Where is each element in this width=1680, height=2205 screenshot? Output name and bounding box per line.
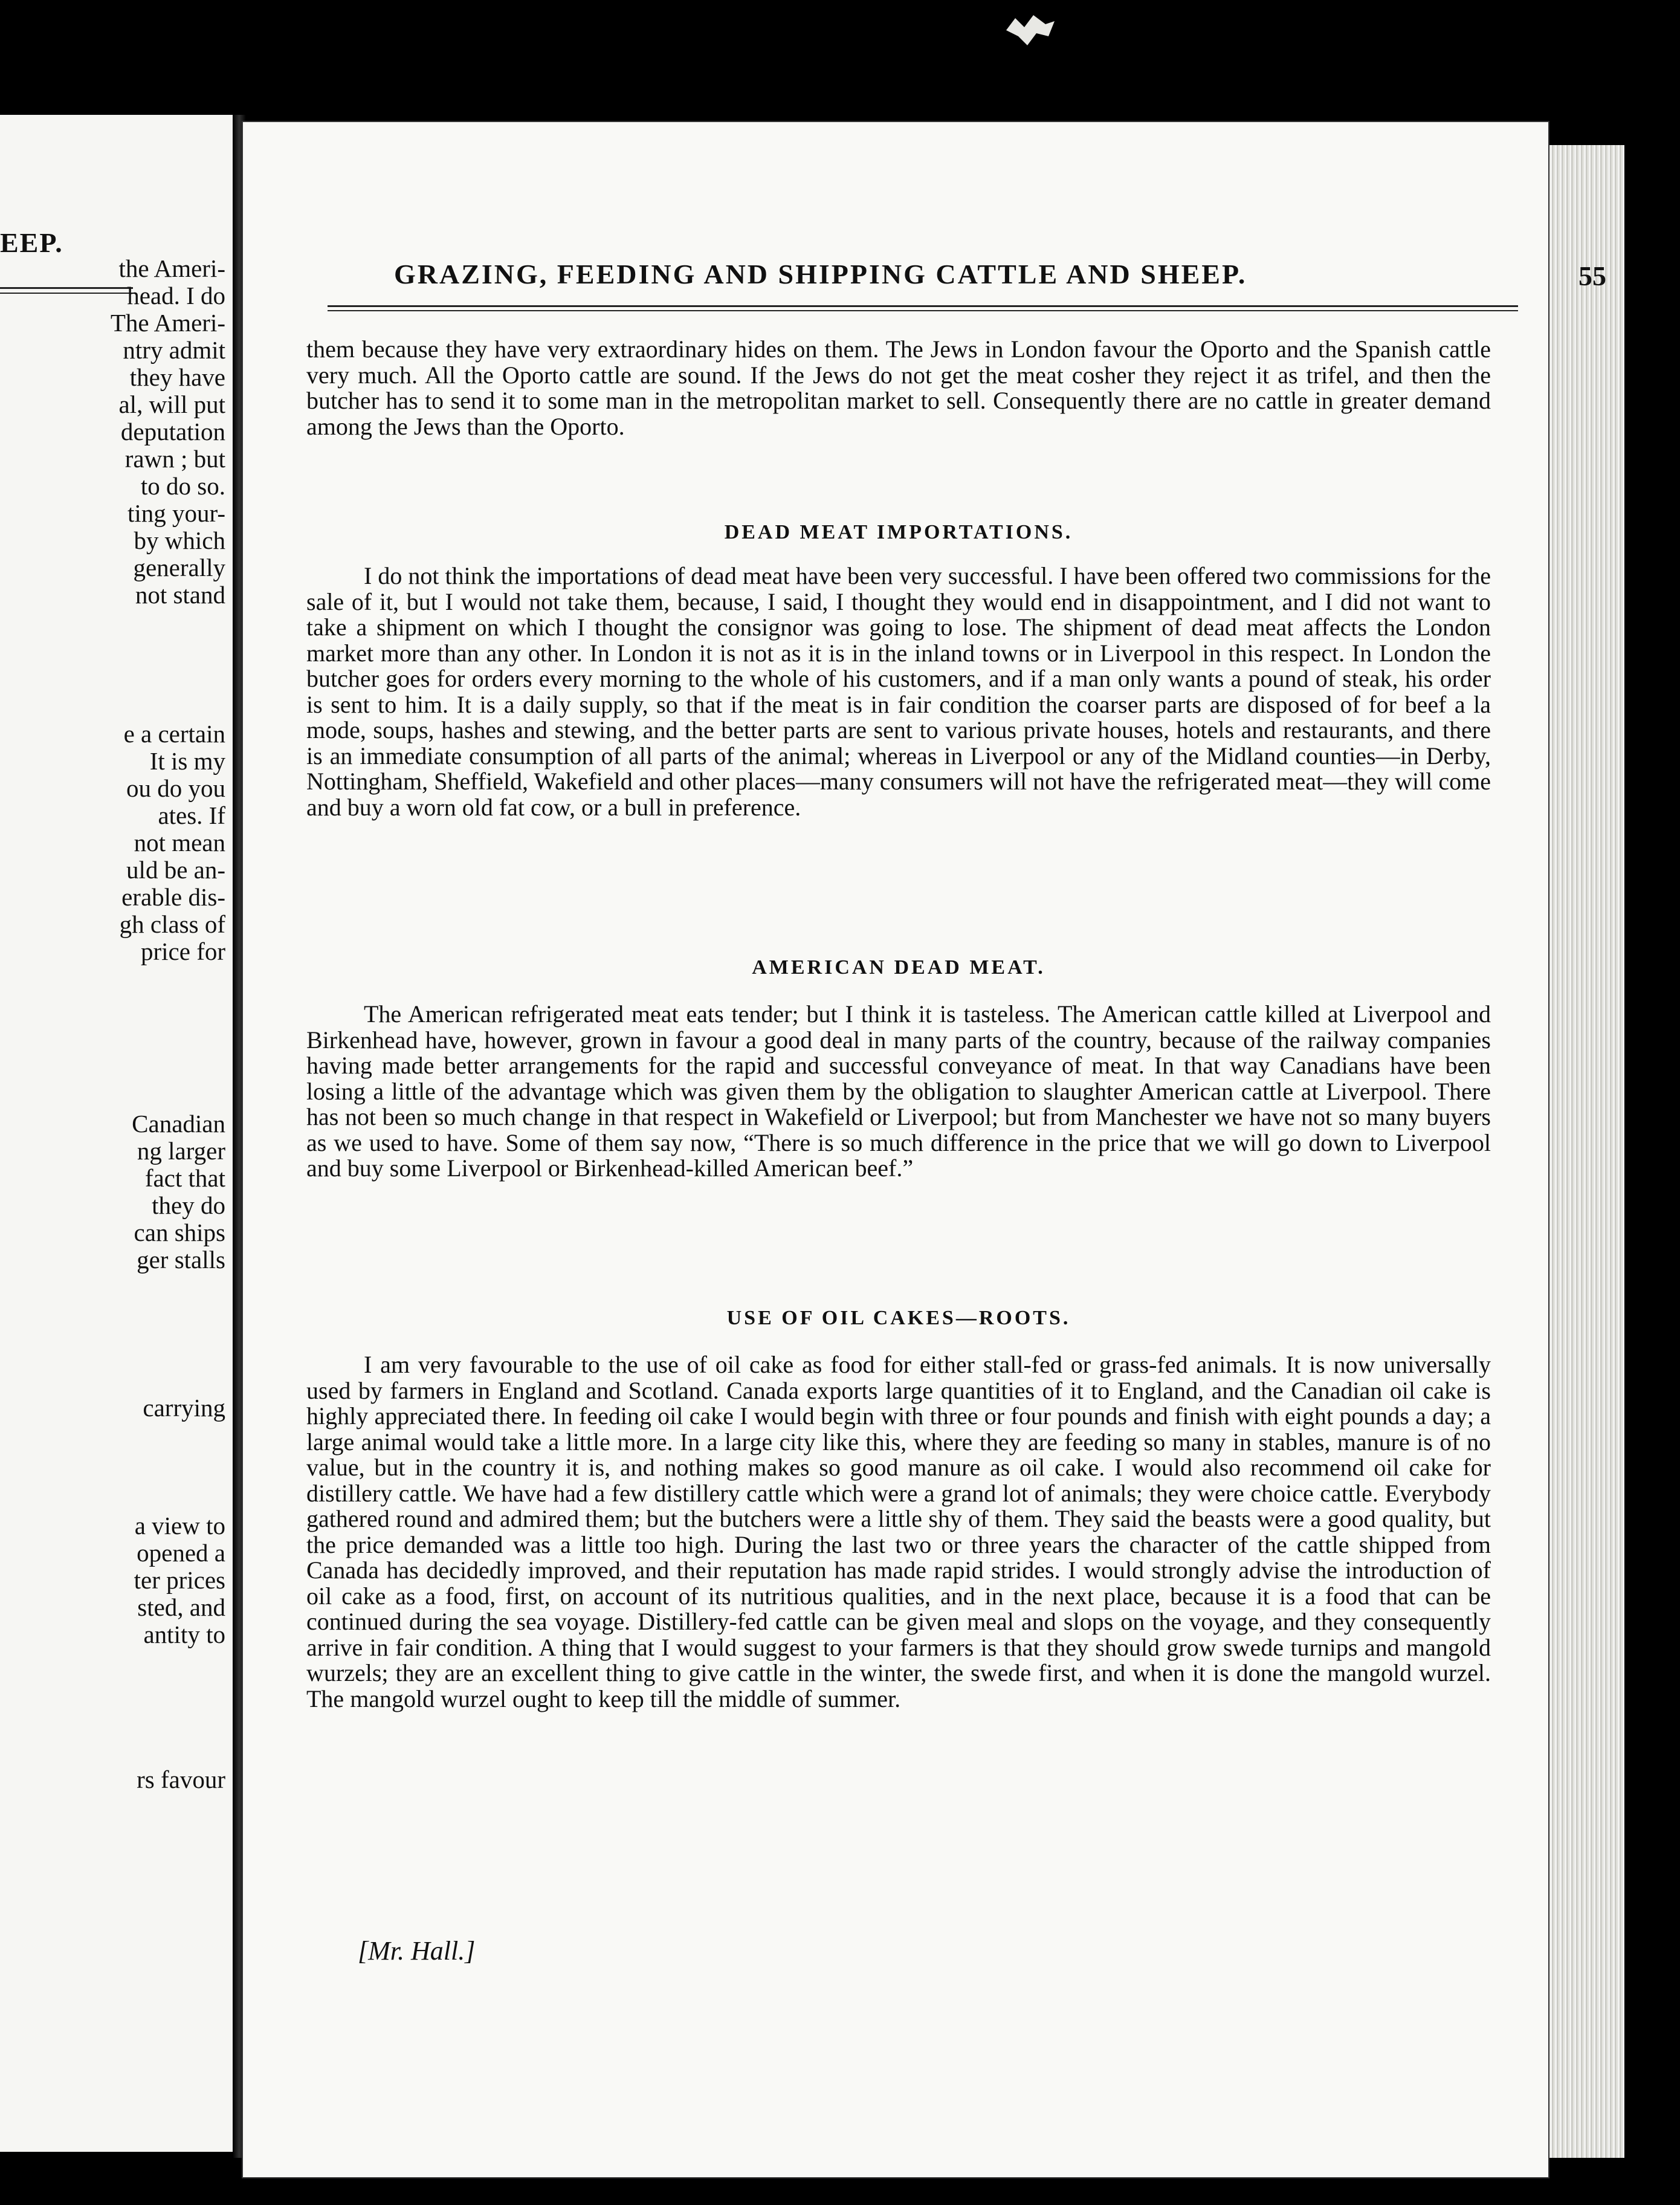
section-heading-dead-meat: DEAD MEAT IMPORTATIONS. bbox=[724, 521, 1073, 543]
left-page-line: rs favour bbox=[137, 1766, 225, 1793]
section-heading-oil-cakes: USE OF OIL CAKES—ROOTS. bbox=[726, 1307, 1071, 1329]
intro-paragraph-text: them because they have very extraordinary hides on them. The Jews in London favour the Oporto and the Spanish cattle very much. All the Oporto cattle are sound. If the Jews do not get the meat cosher they reject it as trifel, and then the butcher has to send it to some man in the metropolitan market to sell. Consequently there are no cattle in greater demand among the Jews than the Oporto. bbox=[306, 335, 1491, 440]
left-page-line: the Ameri- bbox=[118, 254, 225, 282]
left-page-line: a view to bbox=[134, 1512, 225, 1540]
left-page-line: by which bbox=[134, 526, 225, 554]
left-page-line: sted, and bbox=[137, 1593, 225, 1621]
left-page-line: ng larger bbox=[137, 1137, 225, 1165]
left-page-line: deputation bbox=[120, 418, 225, 445]
left-page-line: It is my bbox=[149, 747, 225, 775]
left-page-line: they do bbox=[152, 1191, 225, 1219]
left-page-line: ntry admit bbox=[123, 336, 225, 364]
left-page-header-rule bbox=[0, 287, 133, 294]
section-body-dead-meat bbox=[306, 563, 1491, 820]
left-page-line: price for bbox=[141, 937, 225, 965]
left-page-line: rawn ; but bbox=[124, 445, 225, 473]
left-page-running-head: EEP. bbox=[0, 227, 63, 258]
left-page-line: fact that bbox=[144, 1164, 225, 1192]
left-page-line: antity to bbox=[143, 1621, 225, 1648]
left-page-line: erable dis- bbox=[121, 883, 225, 911]
left-page-line: carrying bbox=[143, 1394, 225, 1422]
running-head: GRAZING, FEEDING AND SHIPPING CATTLE AND SHEEP. bbox=[394, 259, 1247, 290]
left-page-line: opened a bbox=[137, 1539, 225, 1567]
left-page-line: not mean bbox=[134, 829, 225, 856]
right-page bbox=[242, 121, 1606, 2178]
left-page-line: to do so. bbox=[140, 472, 225, 500]
left-page-line: ting your- bbox=[127, 499, 225, 527]
left-page-line: gh class of bbox=[119, 910, 225, 938]
section-body-american-dead-meat bbox=[306, 1002, 1491, 1182]
left-page-line: ger stalls bbox=[137, 1246, 225, 1274]
left-page-line: ates. If bbox=[158, 801, 225, 829]
page-number: 55 bbox=[1578, 261, 1606, 291]
book-page-edges bbox=[1538, 145, 1624, 2158]
left-page-line: ou do you bbox=[126, 774, 225, 802]
left-page-line: they have bbox=[129, 363, 225, 391]
section-heading-american-dead-meat: AMERICAN DEAD MEAT. bbox=[752, 956, 1045, 979]
left-facing-page bbox=[0, 115, 235, 2152]
left-page-line: generally bbox=[133, 554, 225, 581]
section-body-oil-cakes bbox=[306, 1352, 1491, 1712]
intro-paragraph bbox=[306, 337, 1491, 439]
left-page-line: Canadian bbox=[132, 1110, 225, 1138]
header-double-rule bbox=[328, 305, 1518, 311]
left-page-line: al, will put bbox=[118, 390, 225, 418]
left-page-line: The Ameri- bbox=[110, 309, 225, 337]
left-page-line: head. I do bbox=[127, 282, 225, 309]
author-signature: [Mr. Hall.] bbox=[358, 1936, 476, 1966]
left-page-line: not stand bbox=[135, 581, 225, 609]
left-page-line: ter prices bbox=[134, 1566, 225, 1594]
paper-speck-mark bbox=[1003, 12, 1058, 48]
left-page-line: can ships bbox=[134, 1219, 225, 1246]
paragraph-oil-cakes: I am very favourable to the use of oil cake as food for either stall-fed or grass-fed animals. It is now universally used by farmers in England and Scotland. Canada exports large quantities of it to England, and the Canadian oil cake is highly appreciated there. In feeding oil cake I would begin with three or four pounds and finish with eight pounds a day; a large animal would take a little more. In a large city like this, where they are feeding so many in stables, manure is of no value, but in the country it is, and nothing makes so good manure as oil cake. I would also recommend oil cake for distillery cattle. We have had a few distillery cattle which were a grand lot of animals; they were choice cattle. Everybody gathered round and admired them; but the butchers were a little shy of them. They said the beasts were a good quality, but the price demanded was a little too high. During the last two or three years the character of the cattle shipped from Canada has decidedly improved, and their reputation has made rapid strides. I would strongly advise the introduction of oil cake as a food, first, on account of its nutritious qualities, and in the next place, because it is a food that can be continued during the sea voyage. Distillery-fed cattle can be given meal and slops on the voyage, and they consequently arrive in fair condition. A thing that I would suggest to your farmers is that they should grow swede turnips and mangold wurzels; they are an excellent thing to give cattle in the winter, the swede first, and when it is done the mangold wurzel. The mangold wurzel ought to keep till the middle of summer. bbox=[306, 1351, 1491, 1712]
paragraph-american-dead-meat: The American refrigerated meat eats tender; but I think it is tasteless. The American cattle killed at Liverpool and Birkenhead have, however, grown in favour a good deal in many parts of the country, because of the railway companies having made better arrangements for the rapid and successful conveyance of meat. In that way Canadians have been losing a little of the advantage which was given them by the obligation to slaughter American cattle at Liverpool. There has not been so much change in that respect in Wakefield or Liverpool; but from Manchester we have not so many buyers as we used to have. Some of them say now, “There is so much difference in the price that we will go down to Liverpool and buy some Liverpool or Birkenhead-killed American beef.” bbox=[306, 1000, 1491, 1182]
left-page-line: e a certain bbox=[123, 720, 225, 748]
left-page-line: uld be an- bbox=[126, 856, 225, 884]
paragraph-dead-meat: I do not think the importations of dead meat have been very successful. I have been offered two commissions for the sale of it, but I would not take them, because, I said, I thought they would end in disappointment, and I did not want to take a shipment on which I thought the consignor was going to lose. The shipment of dead meat affects the London market more than any other. In London it is not as it is in the inland towns or in Liverpool in this respect. In London the butcher goes for orders every morning to the whole of his customers, and if a man only wants a pound of steak, his order is sent to him. It is a daily supply, so that if the meat is in fair condition the coarser parts are disposed of for beef a la mode, soups, hashes and stewing, and the better parts are sent to various private houses, hotels and restaurants, and there is an immediate consumption of all parts of the animal; whereas in Liverpool or any of the Midland counties—in Derby, Nottingham, Sheffield, Wakefield and other places—many consumers will not have the refrigerated meat—they will come and buy a worn old fat cow, or a bull in preference. bbox=[306, 562, 1491, 821]
